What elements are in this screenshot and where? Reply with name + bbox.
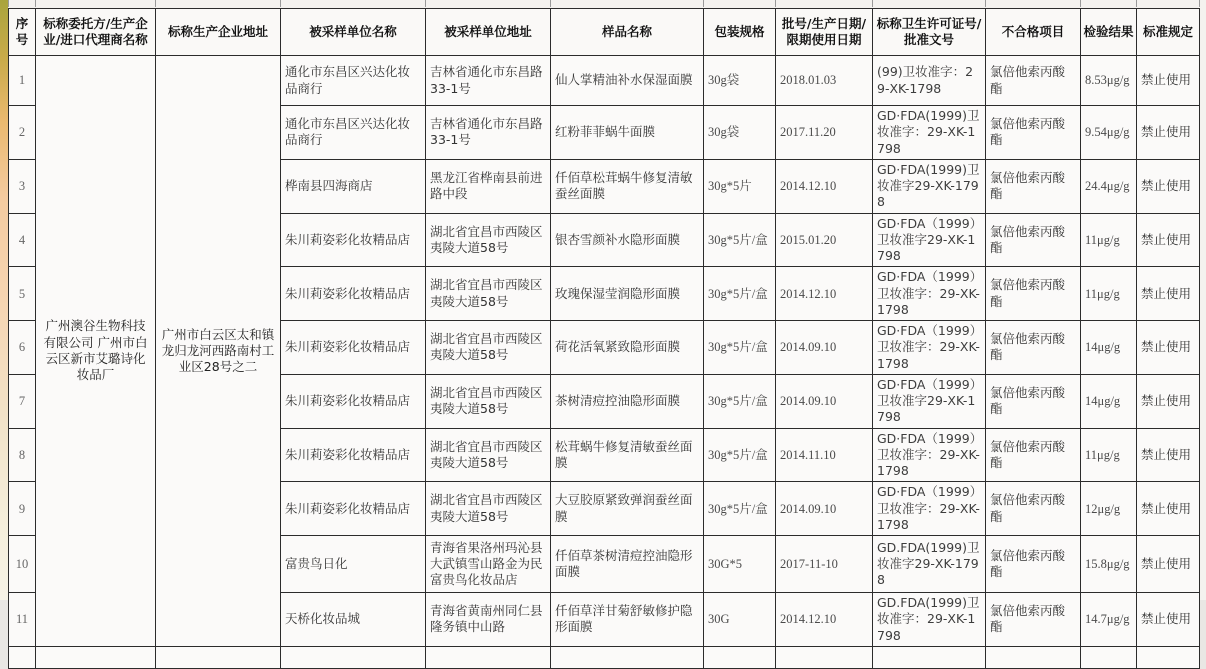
cell-serial: 7: [9, 374, 36, 428]
cell-empty: [9, 646, 36, 668]
cell-package-spec: 30g*5片/盒: [704, 213, 776, 267]
cell-sampled-unit-name: 朱川莉姿彩化妆精品店: [281, 374, 426, 428]
cell-standard-rule: 禁止使用: [1137, 321, 1200, 375]
column-border-stub: [1136, 0, 1137, 7]
cell-sample-name: 仙人掌精油补水保湿面膜: [551, 56, 704, 106]
cell-empty: [704, 646, 776, 668]
cell-failed-item: 氯倍他索丙酸酯: [986, 267, 1081, 321]
header-row: [9, 9, 1200, 56]
cell-test-result: 11μg/g: [1081, 267, 1137, 321]
cell-sample-name: 荷花活氧紧致隐形面膜: [551, 321, 704, 375]
cell-package-spec: 30g袋: [704, 106, 776, 160]
cell-empty: [1137, 646, 1200, 668]
column-header-consignor: 标称委托方/生产企业/进口代理商名称: [36, 9, 156, 56]
cell-serial: 5: [9, 267, 36, 321]
cell-sample-name: 大豆胶原紧致弹润蚕丝面膜: [551, 482, 704, 536]
cell-license-number: GD·FDA(1999)卫妆准字29-XK-1798: [873, 159, 986, 213]
column-header-serial: 序号: [9, 9, 36, 56]
cell-package-spec: 30g*5片/盒: [704, 374, 776, 428]
cell-batch-date: 2014.12.10: [776, 267, 873, 321]
cell-failed-item: 氯倍他索丙酸酯: [986, 536, 1081, 593]
cell-sampled-unit-name: 朱川莉姿彩化妆精品店: [281, 321, 426, 375]
cell-license-number: GD·FDA（1999）卫妆准字：29-XK-1798: [873, 482, 986, 536]
cell-license-number: GD·FDA（1999）卫妆准字：29-XK-1798: [873, 267, 986, 321]
merged-manufacturer-name-cell: 广州澳谷生物科技有限公司 广州市白云区新市艾璐诗化妆品厂: [36, 56, 156, 647]
cell-batch-date: 2018.01.03: [776, 56, 873, 106]
table-row: [9, 56, 1200, 106]
column-border-stub: [1199, 0, 1200, 7]
column-header-package-spec: 包装规格: [704, 9, 776, 56]
cell-sampled-unit-name: 朱川莉姿彩化妆精品店: [281, 213, 426, 267]
column-border-stub: [425, 0, 426, 7]
cell-serial: 10: [9, 536, 36, 593]
cell-empty: [426, 646, 551, 668]
cell-serial: 1: [9, 56, 36, 106]
column-header-sample-name: 样品名称: [551, 9, 704, 56]
cell-serial: 2: [9, 106, 36, 160]
column-border-stub: [280, 0, 281, 7]
cell-standard-rule: 禁止使用: [1137, 267, 1200, 321]
cell-package-spec: 30G: [704, 593, 776, 647]
cell-empty: [281, 646, 426, 668]
cell-sampled-unit-address: 青海省果洛州玛沁县大武镇雪山路金为民富贵鸟化妆品店: [426, 536, 551, 593]
cell-batch-date: 2014.09.10: [776, 482, 873, 536]
column-header-failed-item: 不合格项目: [986, 9, 1081, 56]
cell-batch-date: 2017.11.20: [776, 106, 873, 160]
column-border-stub: [703, 0, 704, 7]
cell-serial: 8: [9, 428, 36, 482]
column-border-stub: [872, 0, 873, 7]
cell-sampled-unit-address: 吉林省通化市东昌路33-1号: [426, 56, 551, 106]
cell-sampled-unit-name: 朱川莉姿彩化妆精品店: [281, 428, 426, 482]
cell-standard-rule: 禁止使用: [1137, 106, 1200, 160]
cell-sampled-unit-address: 黑龙江省桦南县前进路中段: [426, 159, 551, 213]
cell-failed-item: 氯倍他索丙酸酯: [986, 159, 1081, 213]
cell-standard-rule: 禁止使用: [1137, 56, 1200, 106]
cell-sampled-unit-address: 湖北省宜昌市西陵区夷陵大道58号: [426, 267, 551, 321]
cell-failed-item: 氯倍他索丙酸酯: [986, 428, 1081, 482]
column-border-stub: [155, 0, 156, 7]
cell-test-result: 14μg/g: [1081, 374, 1137, 428]
cell-empty: [986, 646, 1081, 668]
cell-license-number: GD·FDA（1999）卫妆准字29-XK-1798: [873, 213, 986, 267]
cell-serial: 6: [9, 321, 36, 375]
cell-sampled-unit-address: 湖北省宜昌市西陵区夷陵大道58号: [426, 321, 551, 375]
cell-batch-date: 2014.11.10: [776, 428, 873, 482]
cell-sampled-unit-name: 富贵鸟日化: [281, 536, 426, 593]
cell-empty: [551, 646, 704, 668]
cell-sampled-unit-name: 通化市东昌区兴达化妆品商行: [281, 56, 426, 106]
cell-empty: [156, 646, 281, 668]
cell-license-number: GD·FDA（1999）卫妆准字：29-XK-1798: [873, 321, 986, 375]
cell-test-result: 9.54μg/g: [1081, 106, 1137, 160]
column-border-stub: [1080, 0, 1081, 7]
cell-sampled-unit-name: 通化市东昌区兴达化妆品商行: [281, 106, 426, 160]
cell-sample-name: 松茸蜗牛修复清敏蚕丝面膜: [551, 428, 704, 482]
cell-standard-rule: 禁止使用: [1137, 159, 1200, 213]
cell-sample-name: 玫瑰保湿莹润隐形面膜: [551, 267, 704, 321]
column-border-stub: [550, 0, 551, 7]
cell-failed-item: 氯倍他索丙酸酯: [986, 321, 1081, 375]
cell-sample-name: 银杏雪颜补水隐形面膜: [551, 213, 704, 267]
cell-sample-name: 仟佰草茶树清痘控油隐形面膜: [551, 536, 704, 593]
cell-sampled-unit-name: 朱川莉姿彩化妆精品店: [281, 267, 426, 321]
cell-failed-item: 氯倍他索丙酸酯: [986, 56, 1081, 106]
cell-license-number: GD·FDA（1999）卫妆准字：29-XK-1798: [873, 428, 986, 482]
column-border-stub: [985, 0, 986, 7]
cell-standard-rule: 禁止使用: [1137, 213, 1200, 267]
cell-license-number: GD·FDA(1999)卫妆准字：29-XK-1798: [873, 106, 986, 160]
cell-license-number: GD.FDA(1999)卫妆准字29-XK-1798: [873, 536, 986, 593]
cell-empty: [1081, 646, 1137, 668]
cell-test-result: 14μg/g: [1081, 321, 1137, 375]
cell-empty: [36, 646, 156, 668]
cell-sampled-unit-address: 湖北省宜昌市西陵区夷陵大道58号: [426, 213, 551, 267]
cosmetics-inspection-table: [8, 8, 1200, 669]
clipped-row-remnant: [8, 0, 1199, 8]
left-edge-color-strip: [0, 0, 8, 600]
cell-package-spec: 30g*5片/盒: [704, 267, 776, 321]
cell-batch-date: 2014.12.10: [776, 159, 873, 213]
cell-test-result: 11μg/g: [1081, 213, 1137, 267]
cell-failed-item: 氯倍他索丙酸酯: [986, 374, 1081, 428]
cell-package-spec: 30g*5片/盒: [704, 428, 776, 482]
cell-batch-date: 2017-11-10: [776, 536, 873, 593]
cell-standard-rule: 禁止使用: [1137, 482, 1200, 536]
cell-serial: 11: [9, 593, 36, 647]
cell-test-result: 8.53μg/g: [1081, 56, 1137, 106]
cell-license-number: GD.FDA(1999)卫妆准字：29-XK-1798: [873, 593, 986, 647]
cell-sampled-unit-address: 吉林省通化市东昌路33-1号: [426, 106, 551, 160]
column-header-batch-date: 批号/生产日期/限期使用日期: [776, 9, 873, 56]
column-header-sampled-unit: 被采样单位名称: [281, 9, 426, 56]
cell-test-result: 12μg/g: [1081, 482, 1137, 536]
cell-sample-name: 仟佰草松茸蜗牛修复清敏蚕丝面膜: [551, 159, 704, 213]
cell-empty: [776, 646, 873, 668]
cell-standard-rule: 禁止使用: [1137, 374, 1200, 428]
cell-standard-rule: 禁止使用: [1137, 593, 1200, 647]
cell-standard-rule: 禁止使用: [1137, 428, 1200, 482]
column-header-standard: 标准规定: [1137, 9, 1200, 56]
cell-sample-name: 仟佰草洋甘菊舒敏修护隐形面膜: [551, 593, 704, 647]
clipped-bottom-row: [9, 646, 1200, 668]
cell-test-result: 15.8μg/g: [1081, 536, 1137, 593]
cell-sampled-unit-address: 青海省黄南州同仁县隆务镇中山路: [426, 593, 551, 647]
cell-package-spec: 30g*5片/盒: [704, 321, 776, 375]
cell-package-spec: 30g*5片: [704, 159, 776, 213]
cell-batch-date: 2014.12.10: [776, 593, 873, 647]
cell-test-result: 11μg/g: [1081, 428, 1137, 482]
column-border-stub: [775, 0, 776, 7]
cell-batch-date: 2015.01.20: [776, 213, 873, 267]
cell-failed-item: 氯倍他索丙酸酯: [986, 593, 1081, 647]
column-border-stub: [35, 0, 36, 7]
cell-package-spec: 30g*5片/盒: [704, 482, 776, 536]
cell-failed-item: 氯倍他索丙酸酯: [986, 482, 1081, 536]
cell-sampled-unit-address: 湖北省宜昌市西陵区夷陵大道58号: [426, 428, 551, 482]
cell-sample-name: 红粉菲菲蜗牛面膜: [551, 106, 704, 160]
table-body: [9, 56, 1200, 669]
column-header-manufacturer-addr: 标称生产企业地址: [156, 9, 281, 56]
cell-empty: [873, 646, 986, 668]
column-header-sampled-addr: 被采样单位地址: [426, 9, 551, 56]
merged-manufacturer-address-cell: 广州市白云区太和镇龙归龙河西路南村工业区28号之二: [156, 56, 281, 647]
cell-serial: 3: [9, 159, 36, 213]
column-header-test-result: 检验结果: [1081, 9, 1137, 56]
cell-batch-date: 2014.09.10: [776, 321, 873, 375]
cell-standard-rule: 禁止使用: [1137, 536, 1200, 593]
column-header-license: 标称卫生许可证号/批准文号: [873, 9, 986, 56]
cell-serial: 4: [9, 213, 36, 267]
cell-sampled-unit-address: 湖北省宜昌市西陵区夷陵大道58号: [426, 374, 551, 428]
cell-batch-date: 2014.09.10: [776, 374, 873, 428]
cell-sample-name: 茶树清痘控油隐形面膜: [551, 374, 704, 428]
cell-sampled-unit-name: 天桥化妆品城: [281, 593, 426, 647]
cell-test-result: 14.7μg/g: [1081, 593, 1137, 647]
column-border-stub: [8, 0, 9, 7]
cell-package-spec: 30g袋: [704, 56, 776, 106]
cell-test-result: 24.4μg/g: [1081, 159, 1137, 213]
cell-failed-item: 氯倍他索丙酸酯: [986, 213, 1081, 267]
cell-sampled-unit-name: 朱川莉姿彩化妆精品店: [281, 482, 426, 536]
cell-license-number: GD·FDA（1999）卫妆准字29-XK-1798: [873, 374, 986, 428]
cell-serial: 9: [9, 482, 36, 536]
cell-failed-item: 氯倍他索丙酸酯: [986, 106, 1081, 160]
cell-package-spec: 30G*5: [704, 536, 776, 593]
cell-sampled-unit-address: 湖北省宜昌市西陵区夷陵大道58号: [426, 482, 551, 536]
cell-sampled-unit-name: 桦南县四海商店: [281, 159, 426, 213]
cell-license-number: (99)卫妆准字：29-XK-1798: [873, 56, 986, 106]
